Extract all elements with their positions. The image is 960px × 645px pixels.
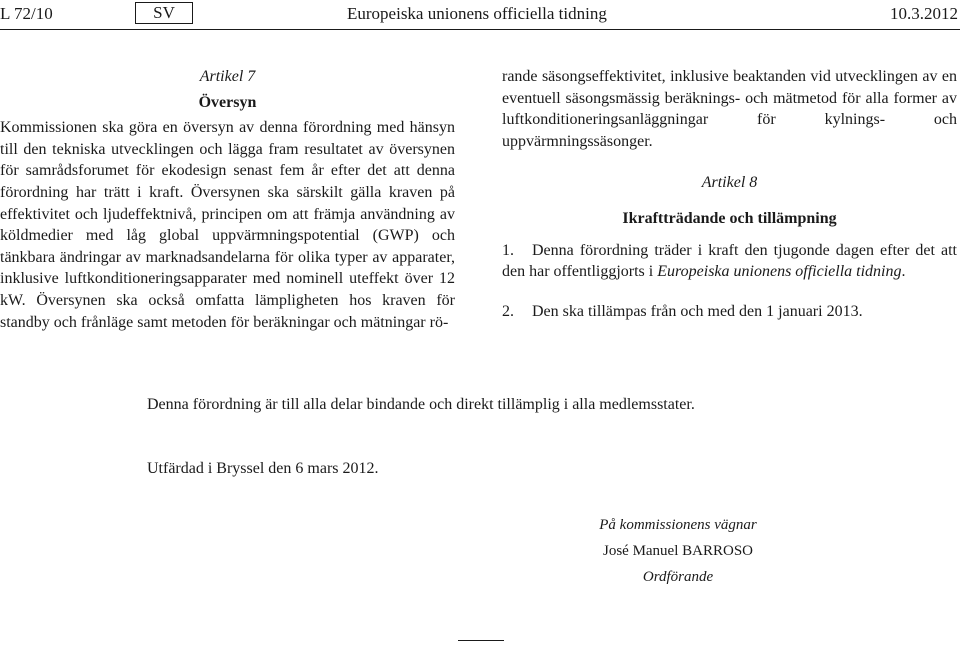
- article-7-number: Artikel 7: [199, 68, 256, 85]
- page-header: [0, 2, 960, 28]
- paragraph-2-number: 2.: [502, 302, 514, 320]
- paragraph-1-number: 1.: [502, 241, 514, 259]
- article-8-number: Artikel 8: [701, 174, 758, 192]
- article-7-title: Översyn: [198, 93, 257, 111]
- signatory-name: José Manuel BARROSO: [602, 543, 753, 559]
- language-code: SV: [135, 2, 193, 24]
- binding-statement: Denna förordning är till alla delar bindande och direkt tillämplig i alla medlemsstater.: [147, 396, 695, 413]
- journal-reference: Europeiska unionens officiella tidning: [657, 263, 902, 281]
- article-8-title: Ikraftträdande och tillämpning: [622, 209, 837, 227]
- article-7-body: Kommissionen ska göra en översyn av denna förordning med hänsyn till den tekniska utvecklingen och lägga fram resultatet av översynen för samrådsforumet för ekodesign senast fem år efter det att denna förordning har trätt i kraft. Översynen ska särskilt gälla kraven på effektivitet och ljudeffektnivå, principen om att främja användning av köldmedier med låg global uppvärmningspotential (GWP) och tänkbara ändringar av marknadsandelarna för olika typer av apparater, inklusive luftkonditioneringsapparater med nominell uteffekt över 12 kW. Översynen ska också omfatta lämpligheten hos kraven för standby och frånläge samt metoden för beräkningar och mätningar rö-: [0, 119, 455, 331]
- signatory-role: Ordförande: [642, 569, 714, 585]
- page-reference: L 72/10: [0, 4, 53, 23]
- article-8-paragraph-1: [502, 240, 957, 283]
- publication-date: 10.3.2012: [890, 4, 958, 23]
- right-column: [502, 66, 957, 322]
- header-rule: [0, 29, 960, 30]
- journal-title: Europeiska unionens officiella tidning: [347, 4, 607, 23]
- article-8-paragraph-2: [502, 301, 957, 323]
- article-7-continuation: rande säsongseffektivitet, inklusive beaktanden vid utvecklingen av en eventuell säsongsmässig beräknings- och mätmetod för alla former av luftkonditioneringsanläggningar för kylnings- och uppvärmningssäsonger.: [502, 68, 957, 150]
- paragraph-2-text: Den ska tillämpas från och med den 1 januari 2013.: [532, 302, 863, 320]
- footnote-rule: [458, 640, 504, 641]
- left-column: [0, 66, 455, 333]
- paragraph-1-end: .: [901, 263, 906, 281]
- signature-on-behalf: På kommissionens vägnar: [599, 517, 757, 533]
- paragraph-1-text: Denna förordning träder i kraft den tjugonde dagen efter det att den har offentliggjorts i: [502, 241, 957, 281]
- done-at-statement: Utfärdad i Bryssel den 6 mars 2012.: [147, 460, 379, 477]
